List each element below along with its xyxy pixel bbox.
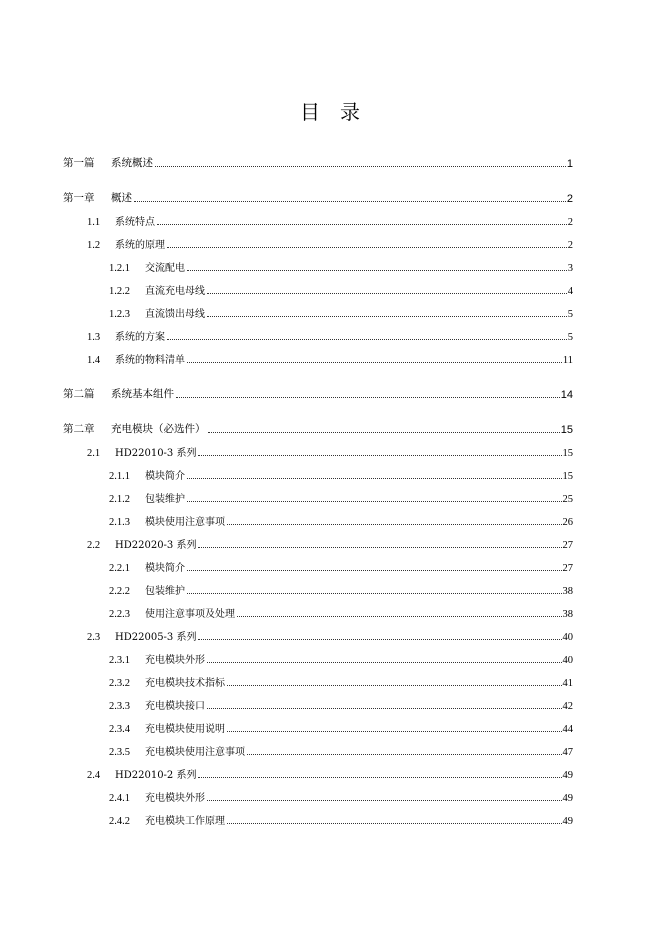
toc-entry-label: 充电模块使用注意事项 — [145, 747, 245, 758]
toc-leader-dots — [198, 777, 561, 778]
toc-leader-dots — [167, 339, 567, 340]
toc-entry-number: 2.2.1 — [109, 563, 130, 574]
toc-entry[interactable] — [63, 154, 573, 170]
toc-entry-label: 模块简介 — [145, 563, 185, 574]
toc-entry[interactable] — [87, 535, 573, 551]
toc-entry-number: 2.4.1 — [109, 793, 130, 804]
toc-entry-page: 38 — [562, 609, 573, 620]
toc-entry[interactable] — [87, 765, 573, 781]
toc-entry-label: 充电模块工作原理 — [145, 816, 225, 827]
toc-entry-label: 交流配电 — [145, 263, 185, 274]
toc-entry-number: 2.4.2 — [109, 816, 130, 827]
toc-entry[interactable] — [109, 604, 573, 620]
toc-leader-dots — [176, 397, 560, 398]
toc-entry-number: 2.3.3 — [109, 701, 130, 712]
toc-entry-page: 49 — [562, 793, 573, 804]
toc-entry-number: 2.3 — [87, 632, 101, 643]
toc-entry-number: 第一篇 — [63, 157, 95, 169]
toc-leader-dots — [134, 201, 566, 202]
toc-leader-dots — [198, 547, 561, 548]
toc-entry[interactable] — [63, 189, 573, 205]
toc-entry-number: 2.3.1 — [109, 655, 130, 666]
toc-entry-label: 包装维护 — [145, 494, 185, 505]
toc-entry[interactable] — [109, 696, 573, 712]
toc-entry-number: 2.1.3 — [109, 517, 130, 528]
toc-leader-dots — [227, 524, 562, 525]
toc-leader-dots — [167, 247, 567, 248]
toc-entry[interactable] — [109, 304, 573, 320]
toc-entry-page: 15 — [560, 424, 573, 436]
toc-leader-dots — [207, 708, 562, 709]
toc-entry-number: 2.2.3 — [109, 609, 130, 620]
toc-entry-number: 1.4 — [87, 355, 101, 366]
toc-entry-number: 2.2.2 — [109, 586, 130, 597]
toc-leader-dots — [207, 316, 567, 317]
toc-entry[interactable] — [109, 512, 573, 528]
toc-entry-label: 充电模块外形 — [145, 655, 205, 666]
toc-entry[interactable] — [109, 281, 573, 297]
toc-entry-number: 2.3.4 — [109, 724, 130, 735]
toc-leader-dots — [157, 224, 567, 225]
toc-entry-number: 2.3.5 — [109, 747, 130, 758]
toc-entry[interactable] — [109, 489, 573, 505]
toc-leader-dots — [247, 754, 562, 755]
toc-entry[interactable] — [109, 466, 573, 482]
toc-entry-page: 40 — [562, 632, 573, 643]
toc-entry-number: 2.1.2 — [109, 494, 130, 505]
toc-entry-number: 1.2.3 — [109, 309, 130, 320]
toc-entry[interactable] — [109, 742, 573, 758]
toc-entry-page: 44 — [562, 724, 573, 735]
toc-entry-number: 1.3 — [87, 332, 101, 343]
toc-leader-dots — [207, 293, 567, 294]
toc-entry[interactable] — [109, 673, 573, 689]
toc-entry-page: 25 — [562, 494, 573, 505]
toc-entry-label: 直流充电母线 — [145, 286, 205, 297]
toc-title-char-1: 目 — [300, 100, 322, 124]
toc-entry-page: 2 — [567, 217, 573, 228]
toc-entry[interactable] — [109, 788, 573, 804]
toc-entry[interactable] — [63, 420, 573, 436]
toc-entry-page: 49 — [562, 816, 573, 827]
toc-entry-label: 系统概述 — [111, 157, 153, 169]
toc-entry-label: 充电模块技术指标 — [145, 678, 225, 689]
toc-entry-label: 系统的原理 — [115, 240, 165, 251]
toc-entry[interactable] — [109, 811, 573, 827]
toc-leader-dots — [198, 639, 561, 640]
toc-entry-page: 2 — [566, 193, 573, 205]
toc-entry[interactable] — [87, 627, 573, 643]
toc-entry-page: 41 — [562, 678, 573, 689]
toc-entry-label: 充电模块外形 — [145, 793, 205, 804]
toc-entry-page: 1 — [566, 158, 573, 170]
toc-entry-label: HD22020-3 系列 — [115, 540, 197, 551]
toc-leader-dots — [208, 432, 560, 433]
toc-entry-number: 1.2.1 — [109, 263, 130, 274]
toc-entry-label: 使用注意事项及处理 — [145, 609, 235, 620]
toc-entry-page: 38 — [562, 586, 573, 597]
toc-entry[interactable] — [87, 350, 573, 366]
toc-title — [0, 96, 662, 125]
toc-entry-label: 模块使用注意事项 — [145, 517, 225, 528]
toc-entry-page: 40 — [562, 655, 573, 666]
toc-entry-number: 第一章 — [63, 192, 95, 204]
toc-entry-label: 充电模块使用说明 — [145, 724, 225, 735]
toc-entry-page: 27 — [562, 540, 573, 551]
toc-leader-dots — [187, 570, 562, 571]
toc-entry[interactable] — [109, 258, 573, 274]
toc-entry-page: 4 — [567, 286, 573, 297]
toc-entry-label: 直流馈出母线 — [145, 309, 205, 320]
toc-entry[interactable] — [109, 558, 573, 574]
toc-entry-page: 47 — [562, 747, 573, 758]
toc-leader-dots — [227, 823, 562, 824]
toc-leader-dots — [187, 478, 562, 479]
toc-leader-dots — [187, 362, 562, 363]
toc-entry-number: 第二章 — [63, 423, 95, 435]
toc-entry[interactable] — [87, 327, 573, 343]
toc-entry-label: HD22010-2 系列 — [115, 770, 197, 781]
toc-entry-number: 2.1 — [87, 448, 101, 459]
toc-leader-dots — [227, 685, 562, 686]
toc-entry-label: 系统的方案 — [115, 332, 165, 343]
toc-entry-number: 1.1 — [87, 217, 101, 228]
toc-leader-dots — [237, 616, 562, 617]
toc-entry-page: 15 — [562, 448, 573, 459]
toc-entry-label: 充电模块（必选件） — [111, 423, 206, 435]
toc-entry-page: 11 — [562, 355, 573, 366]
toc-leader-dots — [207, 662, 562, 663]
toc-entry[interactable] — [63, 385, 573, 401]
toc-entry-number: 2.3.2 — [109, 678, 130, 689]
toc-entry-number: 2.2 — [87, 540, 101, 551]
toc-entry-label: HD22005-3 系列 — [115, 632, 197, 643]
toc-entry-label: 模块简介 — [145, 471, 185, 482]
toc-entry-label: 包装维护 — [145, 586, 185, 597]
toc-leader-dots — [227, 731, 562, 732]
toc-entry-number: 第二篇 — [63, 388, 95, 400]
toc-entry[interactable] — [109, 719, 573, 735]
toc-entry-label: 充电模块接口 — [145, 701, 205, 712]
toc-entry-number: 1.2 — [87, 240, 101, 251]
toc-entry-page: 27 — [562, 563, 573, 574]
toc-leader-dots — [207, 800, 562, 801]
toc-entry-number: 1.2.2 — [109, 286, 130, 297]
toc-entry[interactable] — [109, 581, 573, 597]
toc-title-char-2: 录 — [340, 100, 362, 124]
toc-entry-label: HD22010-3 系列 — [115, 448, 197, 459]
toc-entry-label: 系统特点 — [115, 217, 155, 228]
toc-entry-label: 系统的物料清单 — [115, 355, 185, 366]
toc-entry-label: 概述 — [111, 192, 132, 204]
toc-entry-page: 5 — [567, 332, 573, 343]
toc-entry-page: 3 — [567, 263, 573, 274]
toc-entry[interactable] — [87, 235, 573, 251]
toc-entry[interactable] — [109, 650, 573, 666]
toc-entry-number: 2.4 — [87, 770, 101, 781]
toc-entry-label: 系统基本组件 — [111, 388, 174, 400]
toc-entry[interactable] — [87, 212, 573, 228]
toc-leader-dots — [187, 501, 562, 502]
toc-entry-page: 49 — [562, 770, 573, 781]
toc-entry-page: 14 — [560, 389, 573, 401]
toc-entry[interactable] — [87, 443, 573, 459]
toc-entry-page: 2 — [567, 240, 573, 251]
toc-entry-number: 2.1.1 — [109, 471, 130, 482]
toc-leader-dots — [187, 593, 562, 594]
toc-leader-dots — [198, 455, 561, 456]
toc-entry-page: 5 — [567, 309, 573, 320]
toc-leader-dots — [155, 166, 566, 167]
toc-entry-page: 15 — [562, 471, 573, 482]
toc-entry-page: 26 — [562, 517, 573, 528]
toc-entry-page: 42 — [562, 701, 573, 712]
toc-leader-dots — [187, 270, 567, 271]
